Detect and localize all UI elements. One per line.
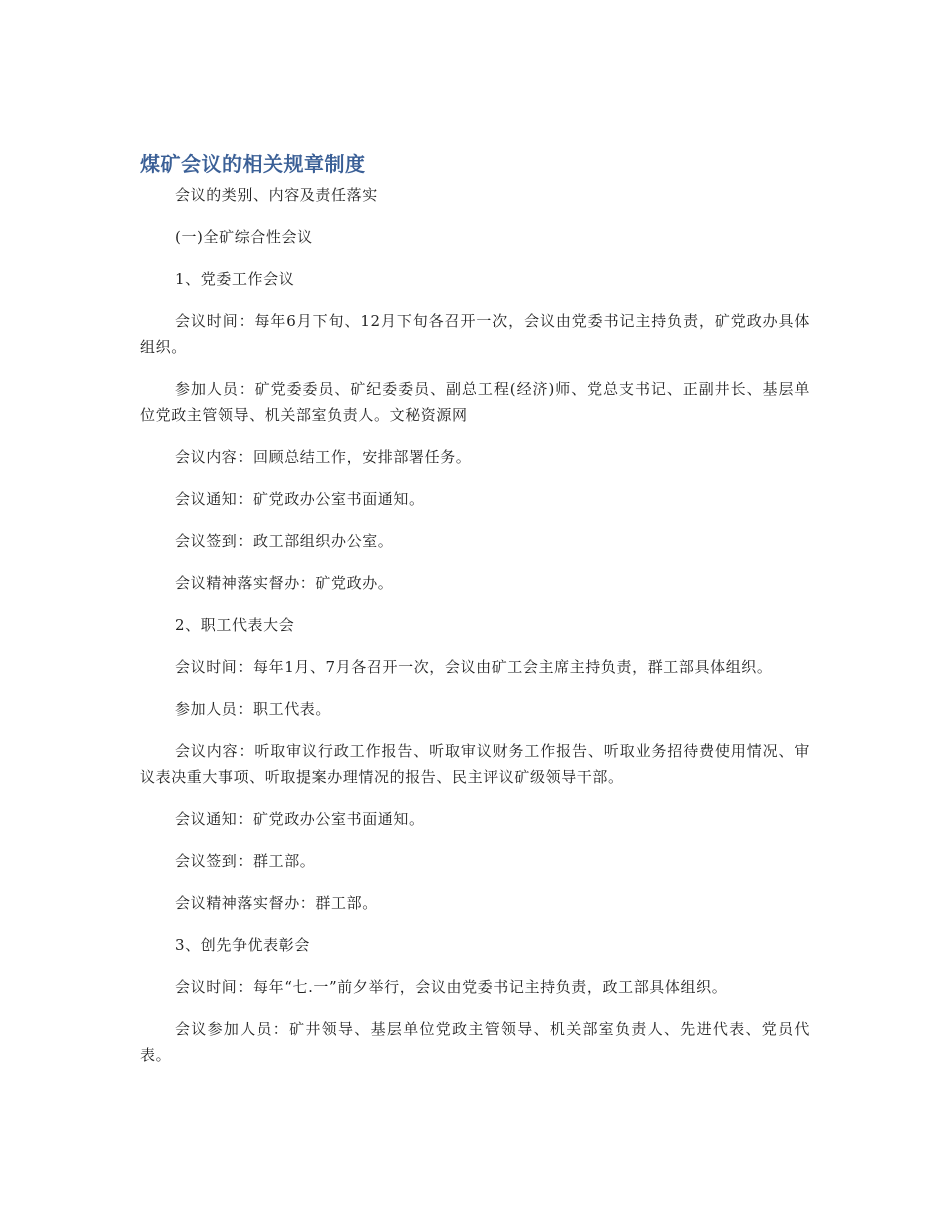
paragraph: 会议通知：矿党政办公室书面通知。 [175, 810, 425, 828]
paragraph: 会议时间：每年1月、7月各召开一次，会议由矿工会主席主持负责，群工部具体组织。 [175, 658, 773, 676]
paragraph: 3、创先争优表彰会 [175, 936, 310, 954]
document-page [140, 150, 810, 1084]
paragraph: 会议签到：群工部。 [175, 852, 316, 870]
paragraph: 会议内容：听取审议行政工作报告、听取审议财务工作报告、听取业务招待费使用情况、审议表决重大事项、听取提案办理情况的报告、民主评议矿级领导干部。 [140, 742, 810, 786]
paragraph: 会议时间：每年“七.一”前夕举行，会议由党委书记主持负责，政工部具体组织。 [175, 978, 728, 996]
paragraph: (一)全矿综合性会议 [175, 228, 313, 246]
paragraph: 参加人员：职工代表。 [175, 700, 332, 718]
paragraph: 会议签到：政工部组织办公室。 [175, 532, 394, 550]
paragraph: 参加人员：矿党委委员、矿纪委委员、副总工程(经济)师、党总支书记、正副井长、基层单位党政主管领导、机关部室负责人。文秘资源网 [140, 380, 810, 424]
paragraph: 会议的类别、内容及责任落实 [175, 186, 378, 204]
paragraph: 1、党委工作会议 [175, 270, 295, 288]
paragraph: 会议精神落实督办：矿党政办。 [175, 574, 394, 592]
paragraph: 会议精神落实督办：群工部。 [175, 894, 378, 912]
document-title: 煤矿会议的相关规章制度 [140, 152, 366, 176]
paragraph: 会议内容：回顾总结工作，安排部署任务。 [175, 448, 472, 466]
paragraph: 会议参加人员：矿井领导、基层单位党政主管领导、机关部室负责人、先进代表、党员代表。 [140, 1020, 810, 1064]
paragraph: 2、职工代表大会 [175, 616, 295, 634]
paragraph: 会议时间：每年6月下旬、12月下旬各召开一次，会议由党委书记主持负责，矿党政办具体组织。 [140, 312, 810, 356]
paragraph: 会议通知：矿党政办公室书面通知。 [175, 490, 425, 508]
